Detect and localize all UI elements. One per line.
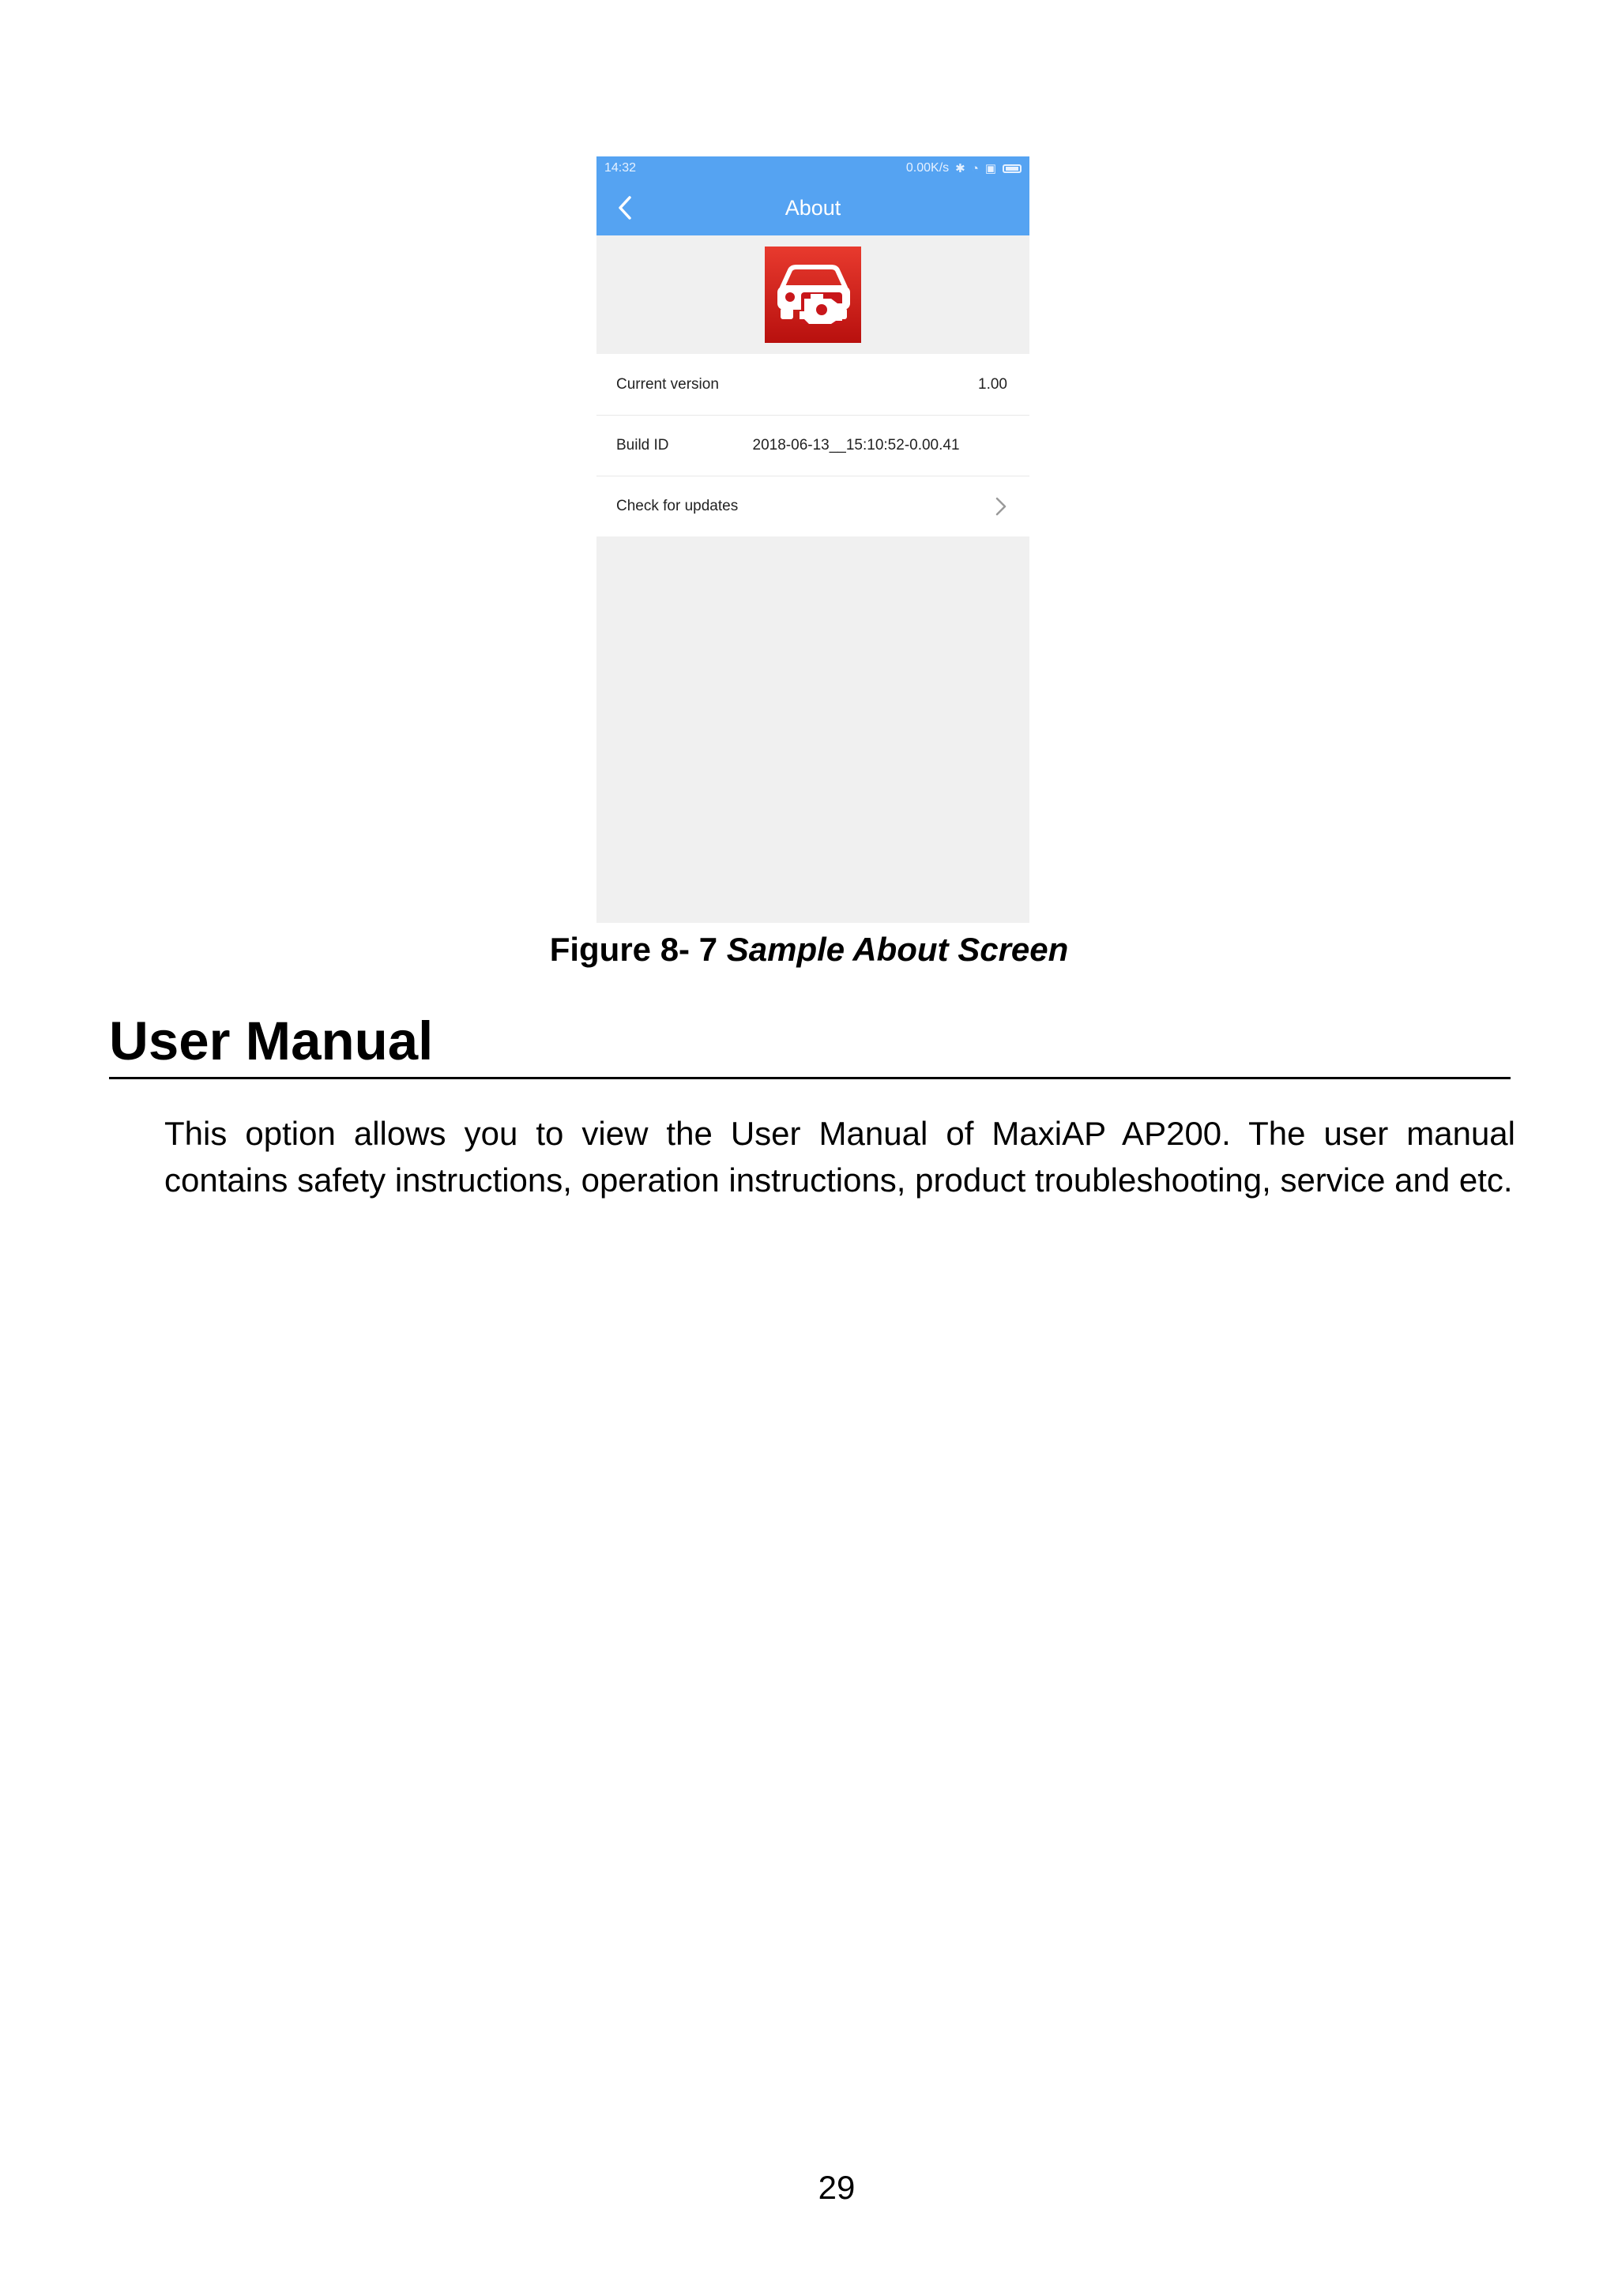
section-body: This option allows you to view the User Manual of MaxiAP AP200. The user manual contains safety instructions, operation instructions, product troubleshooting, service and etc. [164, 1115, 1515, 1199]
network-speed: 0.00K/s [905, 161, 950, 175]
about-list [596, 354, 1029, 536]
status-bar [596, 156, 1029, 180]
logo-area [596, 235, 1029, 354]
current-version-row [596, 354, 1029, 415]
figure-caption [0, 931, 1618, 969]
heading-rule [109, 1077, 1511, 1079]
figure-number: Figure 8- 7 [549, 931, 718, 968]
section-heading: User Manual [109, 1011, 434, 1071]
sim-icon: ▣ [984, 161, 996, 175]
page-title: About [785, 195, 841, 220]
header-bar [596, 180, 1029, 235]
chevron-right-icon [995, 496, 1007, 517]
status-time: 14:32 [604, 161, 637, 175]
page-number: 29 [818, 2169, 856, 2206]
status-icons [906, 161, 1022, 175]
back-arrow-icon[interactable] [614, 194, 638, 221]
figure-title: Sample About Screen [726, 931, 1069, 968]
about-screen-figure [596, 156, 1029, 923]
car-engine-logo-icon [765, 247, 861, 343]
build-id-label: Build ID [616, 437, 669, 454]
wifi-icon: ◔ [971, 161, 979, 175]
check-for-updates-row[interactable] [596, 476, 1029, 536]
current-version-label: Current version [616, 375, 719, 393]
check-for-updates-label: Check for updates [616, 498, 739, 514]
build-id-value: 2018-06-13__15:10:52-0.00.41 [752, 437, 960, 454]
build-id-row [596, 415, 1029, 476]
bluetooth-icon: ✱ [955, 161, 965, 175]
current-version-value: 1.00 [978, 375, 1007, 393]
battery-icon [1003, 164, 1022, 173]
